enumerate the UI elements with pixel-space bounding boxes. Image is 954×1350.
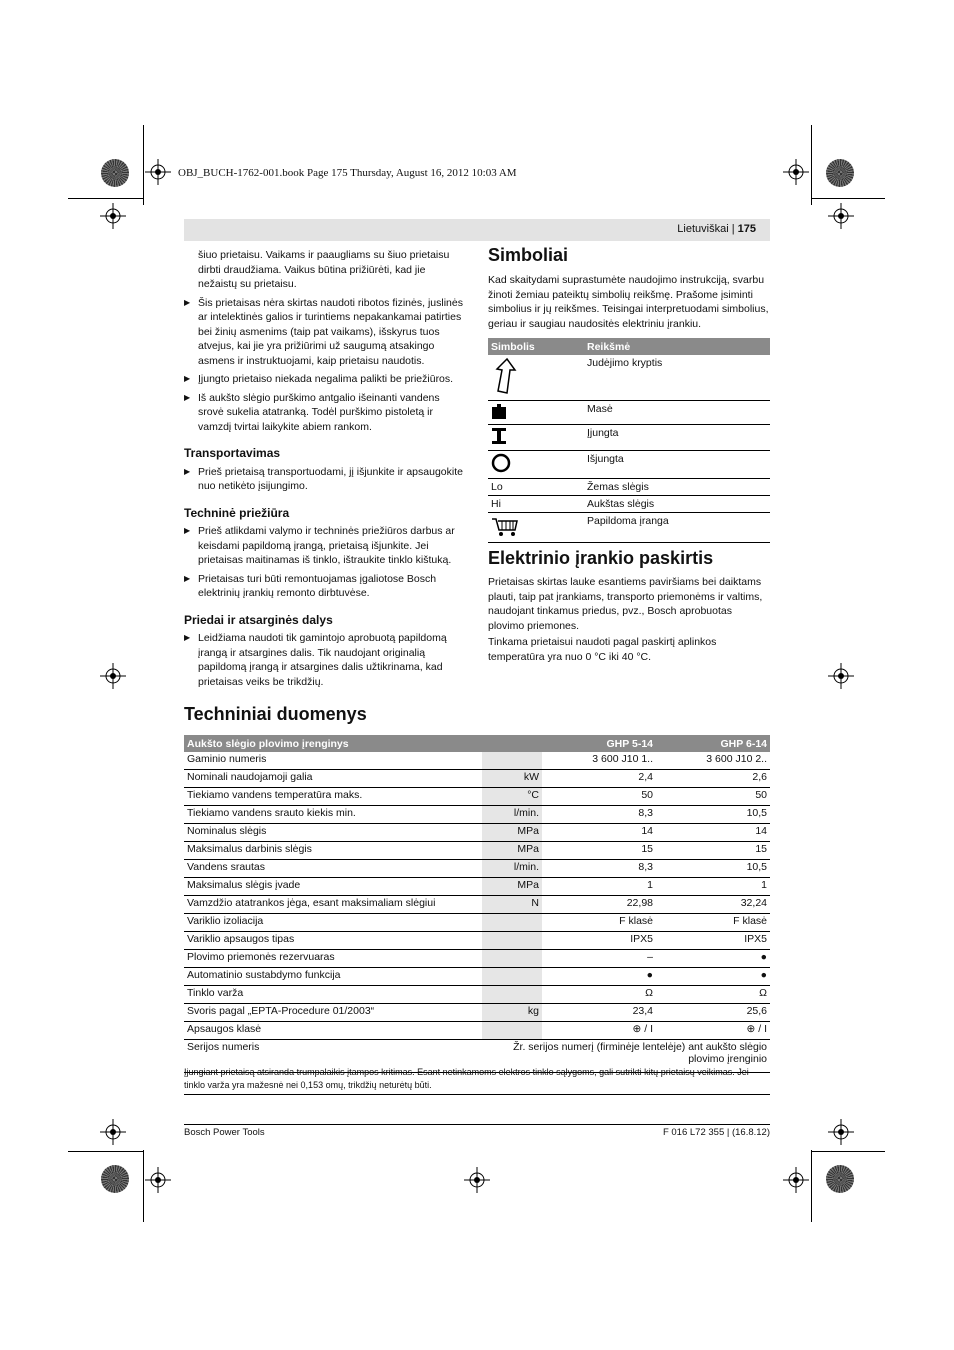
transport-bullet: ▶ Prieš prietaisą transportuodami, jį išjunkite ir apsaugokite nuo netikėto įsijungimo. [184, 465, 466, 494]
tech-row-unit [482, 950, 542, 968]
table-row [184, 860, 770, 878]
tech-row-value-model2: 50 [656, 788, 770, 806]
table-row [184, 824, 770, 842]
tech-row-name: Variklio izoliacija [184, 914, 482, 932]
table-row [184, 770, 770, 788]
header-separator: | [731, 223, 735, 235]
tech-row-name: Apsaugos klasė [184, 1022, 482, 1040]
tech-row-name: Vamzdžio atatrankos jėga, esant maksimaliam slėgiui [184, 896, 482, 914]
tech-row-unit [482, 1022, 542, 1040]
tech-row-unit: l/min. [482, 860, 542, 878]
intended-use-text [488, 575, 770, 664]
table-row [184, 842, 770, 860]
tech-row-unit: MPa [482, 878, 542, 896]
tech-footnote: Įjungiant prietaisą atsiranda trumpalaikis įtampos kritimas. Esant netinkamoms elektros tinklo sąlygoms, gali sutrikti kitų prietaisų veikimas. Jei tinklo varža yra mažesnė nei 0,153 omų, trikdžių neturėtų būti. [184, 1066, 770, 1095]
tech-row-name: Svoris pagal „EPTA-Procedure 01/2003“ [184, 1004, 482, 1022]
tech-row-value-model1: 15 [542, 842, 656, 860]
table-row [184, 1004, 770, 1022]
table-row [184, 914, 770, 932]
weight-icon [491, 403, 507, 419]
tech-row-name: Maksimalus darbinis slėgis [184, 842, 482, 860]
table-row [184, 986, 770, 1004]
tech-row-unit [482, 752, 542, 770]
symbol-meaning: Išjungta [584, 451, 770, 479]
tech-row-unit: N [482, 896, 542, 914]
tech-row-value-model1: 23,4 [542, 1004, 656, 1022]
symbols-table [488, 338, 770, 543]
tech-row-value-model2: Ω [656, 986, 770, 1004]
table-row [184, 878, 770, 896]
safety-bullet: ▶ Įjungto prietaiso niekada negalima palikti be priežiūros. [184, 372, 466, 387]
tech-row-value-model1: 22,98 [542, 896, 656, 914]
tech-row-value-model2: 10,5 [656, 860, 770, 878]
symbol-meaning: Papildoma įranga [584, 513, 770, 543]
tech-row-unit: l/min. [482, 806, 542, 824]
symbols-intro: Kad skaitydami suprastumėte naudojimo instrukciją, svarbu žinoti žemiau pateiktų simbolių reikšmę. Prašome įsiminti simbolius ir jų reikšmes. Teisingai interpretuodami simbolius, geriau ir saugiau naudositės elektriniu įrankiu. [488, 274, 769, 330]
tech-row-name: Tiekiamo vandens srauto kiekis min. [184, 806, 482, 824]
tech-row-value-model2: IPX5 [656, 932, 770, 950]
tech-row-name: Tinklo varža [184, 986, 482, 1004]
tech-row-value-model1: 8,3 [542, 806, 656, 824]
table-row [184, 968, 770, 986]
tech-row-value-model1: 1 [542, 878, 656, 896]
left-column [184, 248, 466, 693]
tech-row-value-model1: – [542, 950, 656, 968]
tech-row-value-model1: 50 [542, 788, 656, 806]
intended-use-heading: Elektrinio įrankio paskirtis [488, 548, 714, 568]
tech-row-name: Vandens srautas [184, 860, 482, 878]
symbol-meaning: Žemas slėgis [584, 479, 770, 496]
tech-row-value-model2: 10,5 [656, 806, 770, 824]
tech-row-value-model2: ⊕ / I [656, 1022, 770, 1040]
tech-row-value-model2: F klasė [656, 914, 770, 932]
symbol-meaning: Aukštas slėgis [584, 496, 770, 513]
footer-right: F 016 L72 355 | (16.8.12) [662, 1127, 770, 1138]
power-off-icon [491, 453, 511, 473]
tech-row-unit: °C [482, 788, 542, 806]
tech-row-value-model2: 15 [656, 842, 770, 860]
maintenance-bullet: ▶ Prietaisas turi būti remontuojamas įgaliotose Bosch elektrinių įrankių remonto dirbtuvėse. [184, 572, 466, 601]
tech-row-unit: MPa [482, 842, 542, 860]
tech-row-value-model1: 14 [542, 824, 656, 842]
parts-bullet: ▶ Leidžiama naudoti tik gamintojo aprobuotą papildomą įrangą ir atsargines dalis. Tik naudojant originalią papildomą įrangą ir atsargines dalis užtikrinama, kad prietaisas veiks be trikdžių. [184, 631, 466, 689]
tech-row-value-model2: 2,6 [656, 770, 770, 788]
tech-row-value-model1: F klasė [542, 914, 656, 932]
tech-row-unit [482, 968, 542, 986]
file-info: OBJ_BUCH-1762-001.book Page 175 Thursday, August 16, 2012 10:03 AM [178, 167, 517, 179]
maintenance-heading: Techninė priežiūra [184, 505, 290, 520]
tech-row-name: Plovimo priemonės rezervuaras [184, 950, 482, 968]
table-row [184, 806, 770, 824]
tech-col-model2: GHP 6-14 [656, 735, 770, 752]
tech-data-table [184, 735, 770, 1073]
tech-row-unit: kg [482, 1004, 542, 1022]
safety-bullet: ▶ Iš aukšto slėgio purškimo antgalio išeinanti vandens srovė sukelia atatranką. Todėl purškimo pistoletą ir vamzdį tvirtai laikykite abiem rankom. [184, 391, 466, 435]
tech-row-unit: MPa [482, 824, 542, 842]
tech-row-unit: kW [482, 770, 542, 788]
maintenance-bullet: ▶ Prieš atlikdami valymo ir techninės priežiūros darbus ar keisdami papildomą įrangą, prietaisą išjunkite. Jei prietaisas maitinamas iš tinklo, ištraukite tinklo kištuką. [184, 524, 466, 568]
tech-row-serial-value: Žr. serijos numerį (firminėje lentelėje) ant aukšto slėgio plovimo įrenginio [482, 1040, 770, 1073]
intended-use-paragraph: Prietaisas skirtas lauke esantiems paviršiams bei daiktams plauti, taip pat įrankiams, transporto priemonėms ir valtims, naudojant tinkamus priedus, pvz., Bosch aprobuotas plovimo priemones. [488, 576, 763, 632]
parts-heading: Priedai ir atsarginės dalys [184, 612, 333, 627]
tech-row-name: Nominali naudojamoji galia [184, 770, 482, 788]
table-row [184, 896, 770, 914]
accessory-basket-icon [491, 515, 519, 537]
intro-paragraph: šiuo prietaisu. Vaikams ir paaugliams su šiuo prietaisu dirbti draudžiama. Vaikus būtina prižiūrėti, kad jie nežaistų su prietaisu. [198, 249, 450, 290]
tech-row-unit [482, 914, 542, 932]
safety-bullet: ▶ Šis prietaisas nėra skirtas naudoti ribotos fizinės, juslinės ar intelektinės galios ir turintiems nepakankamai patirties bei žinių asmenims (taip pat vaikams), išskyrus tuos atvejus, kai jie yra prižiūrimi už saugumą atsakingo asmens ir instruktuojami, kaip prietaisu naudotis. [184, 296, 466, 369]
tech-row-value-model1: Ω [542, 986, 656, 1004]
footer-left: Bosch Power Tools [184, 1127, 265, 1138]
tech-row-name: Tiekiamo vandens temperatūra maks. [184, 788, 482, 806]
symbol-meaning: Judėjimo kryptis [584, 355, 770, 401]
tech-row-name: Serijos numeris [184, 1040, 482, 1073]
symbol-meaning: Įjungta [584, 425, 770, 451]
page-header [677, 223, 756, 235]
meaning-column-header: Reikšmė [584, 338, 770, 355]
intended-use-paragraph: Tinkama prietaisui naudoti pagal paskirtį aplinkos temperatūra yra nuo 0 °C iki 40 °C. [488, 636, 717, 663]
header-language: Lietuviškai [677, 223, 729, 235]
symbol-label: Lo [488, 479, 584, 496]
tech-row-value-model2: ● [656, 950, 770, 968]
footer-rule [184, 1124, 770, 1125]
tech-row-value-model2: ● [656, 968, 770, 986]
transport-heading: Transportavimas [184, 446, 281, 460]
tech-row-name: Nominalus slėgis [184, 824, 482, 842]
tech-data-heading: Techniniai duomenys [184, 704, 367, 724]
tech-row-name: Automatinio sustabdymo funkcija [184, 968, 482, 986]
table-row [184, 788, 770, 806]
tech-row-value-model2: 14 [656, 824, 770, 842]
tech-row-value-model2: 1 [656, 878, 770, 896]
symbol-label: Hi [488, 496, 584, 513]
tech-row-value-model1: 3 600 J10 1.. [542, 752, 656, 770]
tech-row-value-model2: 3 600 J10 2.. [656, 752, 770, 770]
tech-row-name: Gaminio numeris [184, 752, 482, 770]
table-row [184, 752, 770, 770]
tech-row-value-model1: ● [542, 968, 656, 986]
tech-col-model1: GHP 5-14 [542, 735, 656, 752]
table-row [184, 1022, 770, 1040]
symbol-meaning: Masė [584, 401, 770, 425]
power-on-icon [491, 427, 507, 445]
tech-row-value-model1: IPX5 [542, 932, 656, 950]
table-row [184, 950, 770, 968]
page-number: 175 [737, 223, 756, 235]
symbol-column-header: Simbolis [488, 338, 584, 355]
tech-col-name: Aukšto slėgio plovimo įrenginys [184, 735, 542, 752]
tech-row-name: Variklio apsaugos tipas [184, 932, 482, 950]
tech-row-value-model2: 25,6 [656, 1004, 770, 1022]
tech-row-value-model1: 2,4 [542, 770, 656, 788]
tech-row-name: Maksimalus slėgis įvade [184, 878, 482, 896]
tech-row-unit [482, 986, 542, 1004]
symbols-heading: Simboliai [488, 245, 569, 265]
direction-arrow-icon [491, 357, 517, 395]
table-row [184, 932, 770, 950]
tech-row-value-model2: 32,24 [656, 896, 770, 914]
tech-row-unit [482, 932, 542, 950]
tech-row-value-model1: 8,3 [542, 860, 656, 878]
tech-row-value-model1: ⊕ / I [542, 1022, 656, 1040]
